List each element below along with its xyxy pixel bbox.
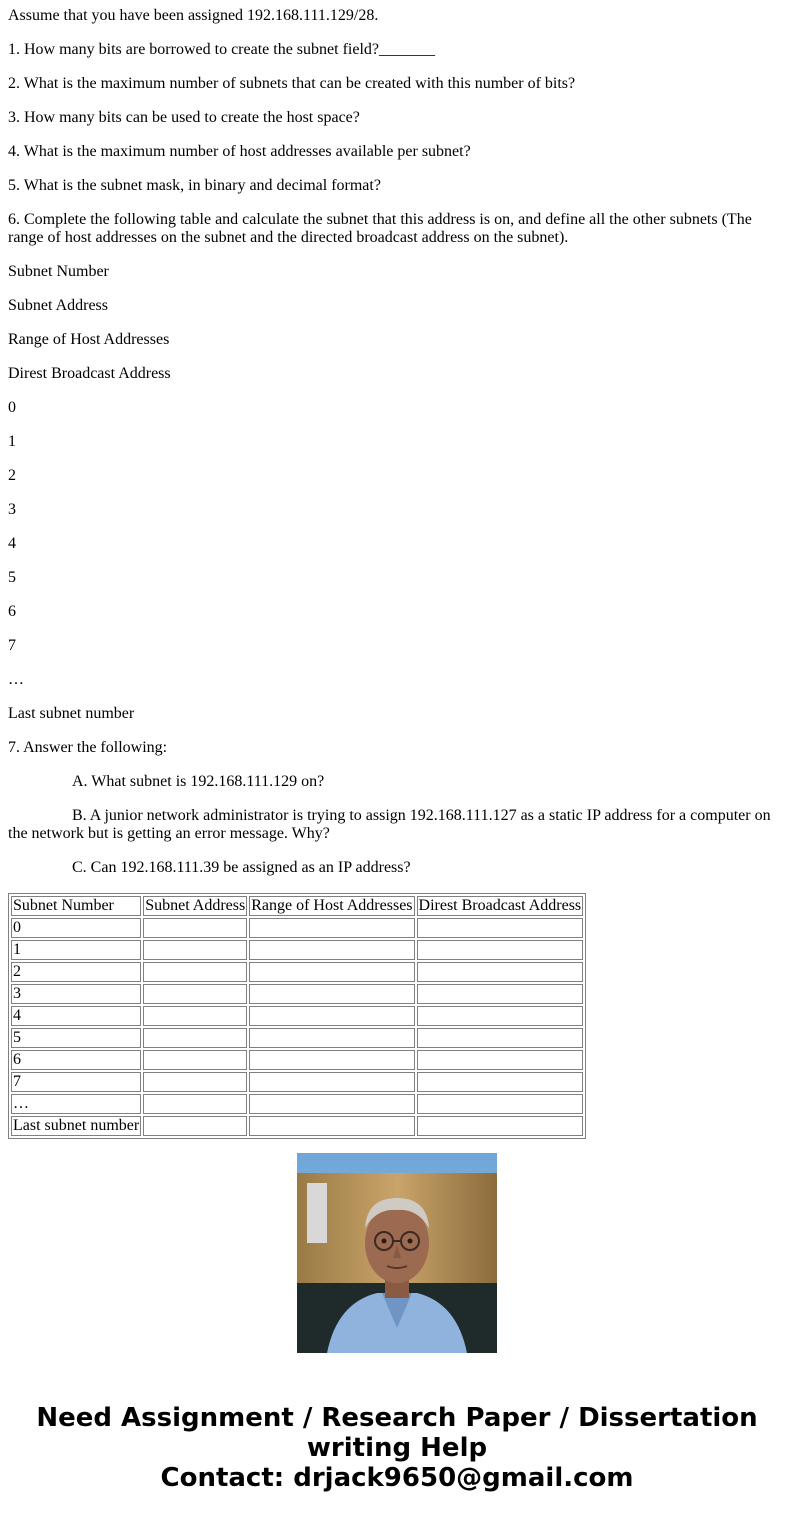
- table-cell-empty: [249, 1028, 414, 1048]
- table-cell-empty: [249, 1072, 414, 1092]
- table-cell: 1: [11, 940, 141, 960]
- table-cell-empty: [417, 1006, 584, 1026]
- table-cell-empty: [143, 1050, 247, 1070]
- table-cell-empty: [143, 1116, 247, 1136]
- table-header-cell: Subnet Address: [145, 897, 246, 914]
- promo-banner: [0, 1403, 794, 1493]
- table-cell: …: [11, 1094, 141, 1114]
- table-row: [11, 1072, 583, 1092]
- table-cell-empty: [143, 1028, 247, 1048]
- table-cell-empty: [249, 1116, 414, 1136]
- table-row: [11, 1116, 583, 1136]
- table-cell-empty: [249, 918, 414, 938]
- table-cell-empty: [249, 962, 414, 982]
- table-cell-empty: [143, 940, 247, 960]
- flat-item: Direst Broadcast Address: [8, 365, 171, 382]
- table-cell: 0: [11, 918, 141, 938]
- table-row: [11, 1006, 583, 1026]
- promo-contact: Contact: drjack9650@gmail.com: [160, 1463, 634, 1493]
- table-cell-empty: [417, 1116, 584, 1136]
- flat-item: 6: [8, 603, 16, 620]
- table-row: [11, 962, 583, 982]
- table-cell-empty: [417, 962, 584, 982]
- table-cell: 3: [11, 984, 141, 1004]
- question-1: 1. How many bits are borrowed to create the subnet field?_______: [8, 41, 435, 58]
- author-photo: [297, 1153, 497, 1353]
- promo-line: writing Help: [306, 1433, 488, 1463]
- table-row: [11, 940, 583, 960]
- flat-item: 7: [8, 637, 16, 654]
- intro-text: Assume that you have been assigned 192.168.111.129/28.: [8, 7, 379, 24]
- table-cell-empty: [143, 1094, 247, 1114]
- table-header-cell: Subnet Number: [11, 896, 141, 916]
- flat-item: 3: [8, 501, 16, 518]
- flat-item: Subnet Address: [8, 297, 108, 314]
- table-cell-empty: [249, 1094, 414, 1114]
- table-cell-empty: [417, 1094, 584, 1114]
- table-cell-empty: [143, 962, 247, 982]
- flat-item: 0: [8, 399, 16, 416]
- table-cell-empty: [143, 984, 247, 1004]
- table-cell-empty: [249, 984, 414, 1004]
- table-cell-empty: [249, 1050, 414, 1070]
- table-cell-empty: [249, 940, 414, 960]
- table-cell-empty: [417, 1072, 584, 1092]
- promo-line: Need Assignment / Research Paper / Dissertation: [36, 1403, 758, 1433]
- flat-item: Last subnet number: [8, 705, 135, 722]
- flat-item: 5: [8, 569, 16, 586]
- table-header-cell: Direst Broadcast Address: [418, 897, 582, 914]
- table-cell-empty: [143, 1006, 247, 1026]
- table-cell-empty: [249, 1006, 414, 1026]
- table-cell-empty: [417, 984, 584, 1004]
- question-4: 4. What is the maximum number of host addresses available per subnet?: [8, 143, 471, 160]
- table-header-cell: Range of Host Addresses: [251, 897, 413, 914]
- flat-item: 4: [8, 535, 16, 552]
- flat-item: …: [8, 671, 24, 688]
- table-cell-empty: [417, 1050, 584, 1070]
- question-7c: C. Can 192.168.111.39 be assigned as an IP address?: [72, 859, 411, 876]
- question-7a: A. What subnet is 192.168.111.129 on?: [72, 773, 325, 790]
- subnet-table: [8, 893, 586, 1139]
- flat-item: 1: [8, 433, 16, 450]
- flat-item: Range of Host Addresses: [8, 331, 170, 348]
- question-2: 2. What is the maximum number of subnets that can be created with this number of bits?: [8, 75, 576, 92]
- table-cell-empty: [143, 918, 247, 938]
- question-3: 3. How many bits can be used to create the host space?: [8, 109, 360, 126]
- table-row: [11, 1028, 583, 1048]
- question-7b: B. A junior network administrator is trying to assign 192.168.111.127 as a static IP address for a computer on the network but is getting an error message. Why?: [8, 807, 771, 842]
- table-cell: 5: [11, 1028, 141, 1048]
- table-row: [11, 1094, 583, 1114]
- table-cell-empty: [417, 1028, 584, 1048]
- flat-item: Subnet Number: [8, 263, 109, 280]
- table-cell-empty: [417, 940, 584, 960]
- author-photo-image: [297, 1153, 497, 1353]
- question-5: 5. What is the subnet mask, in binary and decimal format?: [8, 177, 381, 194]
- flat-item: 2: [8, 467, 16, 484]
- table-row: [11, 918, 583, 938]
- table-cell: 4: [11, 1006, 141, 1026]
- question-7: 7. Answer the following:: [8, 739, 168, 756]
- question-6: 6. Complete the following table and calculate the subnet that this address is on, and define all the other subnets (The range of host addresses on the subnet and the directed broadcast address on the subnet).: [8, 211, 752, 246]
- table-header-row: [11, 896, 583, 916]
- table-cell: Last subnet number: [13, 1117, 140, 1134]
- table-cell-empty: [417, 918, 584, 938]
- table-cell: 6: [11, 1050, 141, 1070]
- table-cell: 7: [11, 1072, 141, 1092]
- table-cell: 2: [11, 962, 141, 982]
- table-row: [11, 1050, 583, 1070]
- table-row: [11, 984, 583, 1004]
- table-cell-empty: [143, 1072, 247, 1092]
- subnet-table-container: [8, 893, 588, 1134]
